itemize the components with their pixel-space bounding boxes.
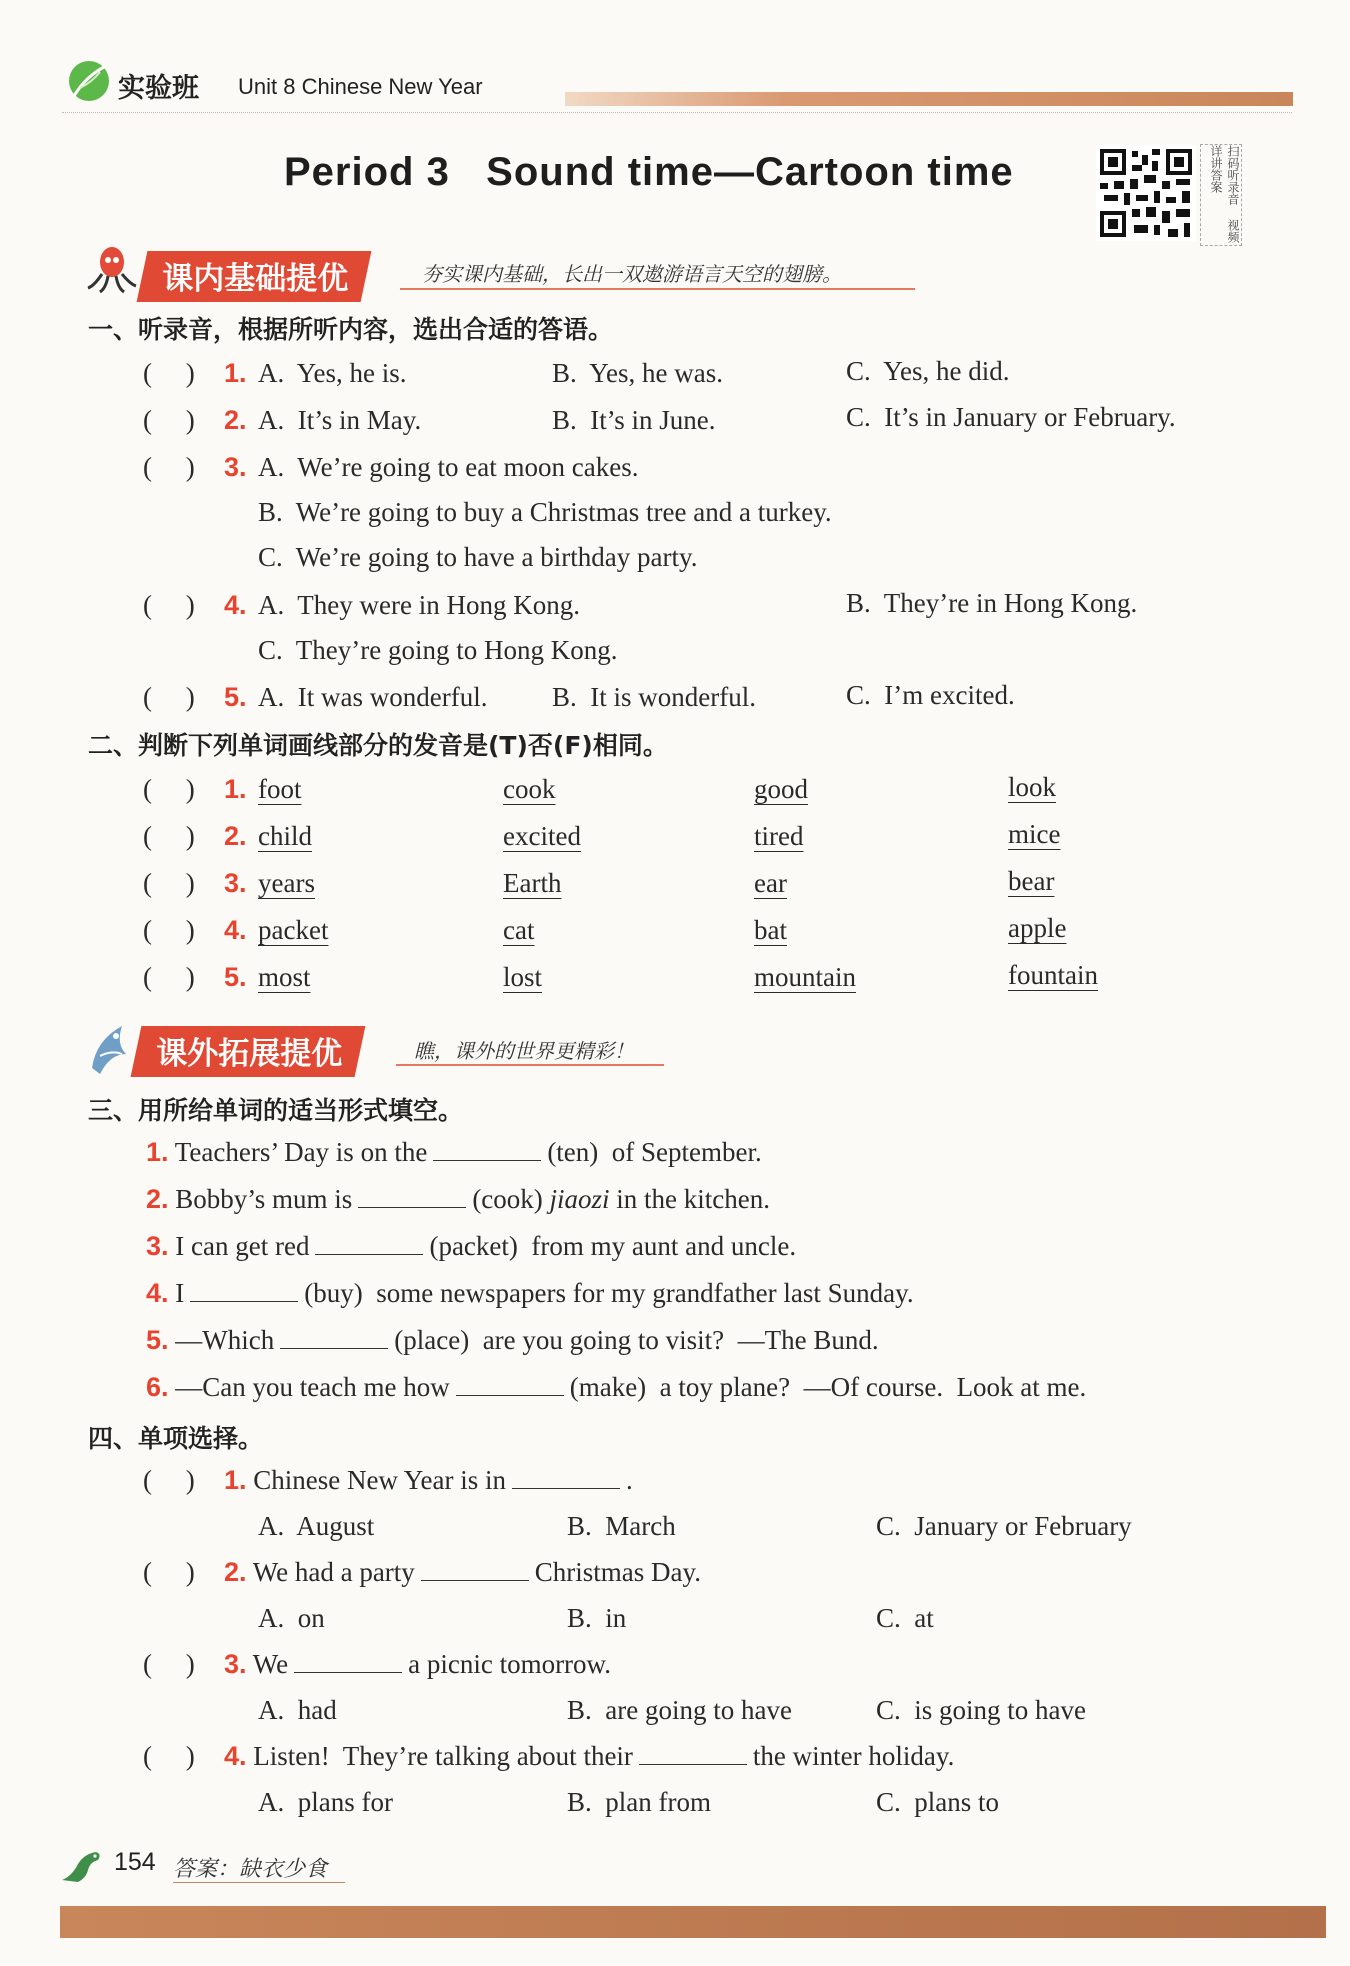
leaf-logo-icon [66, 58, 112, 104]
option-a: A. plans for [258, 1787, 393, 1817]
option-b: B. March [567, 1511, 676, 1541]
option-a: A. had [258, 1695, 337, 1725]
answer-bracket[interactable]: ( ) [143, 358, 195, 388]
word: good [754, 774, 808, 804]
answer-underline [173, 1882, 345, 1883]
option-c: C. January or February [876, 1511, 1132, 1541]
option-c: C. I’m excited. [846, 680, 1015, 710]
answer-blank[interactable] [433, 1138, 541, 1161]
option-b: B. They’re in Hong Kong. [846, 588, 1138, 618]
qr-caption: 扫码听录音 视频详讲答案 [1200, 144, 1242, 246]
answer-blank [294, 1650, 402, 1673]
word: excited [503, 821, 581, 851]
option-a: A. on [258, 1603, 325, 1633]
section-motto: 夯实课内基础，长出一双遨游语言天空的翅膀。 [422, 262, 842, 286]
answer-blank[interactable] [456, 1373, 564, 1396]
stem-start: We [252, 1649, 289, 1679]
word: years [258, 868, 315, 898]
header-stripe [565, 92, 1293, 106]
answer-blank[interactable] [358, 1185, 466, 1208]
sentence-start: Teachers’ Day is on the [174, 1137, 428, 1167]
question-number: 1. [224, 774, 247, 804]
fill-blank-item [146, 1278, 914, 1309]
answer-hint: 答案：缺衣少食 [173, 1857, 328, 1882]
question-number: 1. [224, 1465, 247, 1495]
dinosaur-mascot-icon [58, 1846, 106, 1886]
question-number: 5. [224, 962, 247, 992]
answer-blank [512, 1466, 620, 1489]
word: mountain [754, 962, 856, 992]
word: child [258, 821, 312, 851]
question-number: 3. [224, 868, 247, 898]
sentence-start: Bobby’s mum is [175, 1184, 353, 1214]
sentence-start: —Which [175, 1325, 275, 1355]
sentence-end: (ten) of September. [547, 1137, 762, 1167]
option-a: A. Yes, he is. [258, 358, 407, 388]
answer-blank[interactable] [190, 1279, 298, 1302]
stem-start: Chinese New Year is in [253, 1465, 507, 1495]
answer-blank [421, 1558, 529, 1581]
question-stem [224, 1465, 633, 1496]
answer-bracket[interactable]: ( ) [143, 774, 195, 804]
stem-start: We had a party [252, 1557, 415, 1587]
question-number: 4. [224, 1741, 247, 1771]
answer-bracket[interactable]: ( ) [143, 1649, 195, 1679]
stem-end: . [626, 1465, 633, 1495]
part1-heading: 一、听录音，根据所听内容，选出合适的答语。 [88, 315, 614, 344]
option-c: C. is going to have [876, 1695, 1086, 1725]
option-c: C. It’s in January or February. [846, 402, 1176, 432]
question-number: 5. [224, 682, 247, 712]
question-stem [224, 1557, 701, 1588]
fill-blank-item [146, 1137, 762, 1168]
header-divider [62, 112, 1292, 113]
question-number: 1. [146, 1137, 169, 1167]
option-a: A. They were in Hong Kong. [258, 590, 580, 620]
option-c: C. at [876, 1603, 934, 1633]
question-number: 2. [146, 1184, 169, 1214]
section-motto: 瞧，课外的世界更精彩！ [414, 1039, 634, 1063]
sentence-end: (make) a toy plane? —Of course. Look at me. [569, 1372, 1087, 1402]
option-b: B. Yes, he was. [552, 358, 724, 388]
word: tired [754, 821, 804, 851]
sentence-tail: in the kitchen. [609, 1184, 771, 1214]
word: fountain [1008, 960, 1098, 990]
answer-bracket[interactable]: ( ) [143, 868, 195, 898]
unit-label: Unit 8 Chinese New Year [238, 74, 483, 99]
answer-bracket[interactable]: ( ) [143, 405, 195, 435]
option-c: C. We’re going to have a birthday party. [258, 542, 698, 572]
answer-bracket[interactable]: ( ) [143, 452, 195, 482]
fill-blank-item [146, 1325, 879, 1356]
motto-underline [396, 1064, 664, 1066]
word: lost [503, 962, 543, 992]
option-b: B. in [567, 1603, 627, 1633]
word: Earth [503, 868, 562, 898]
option-c: C. Yes, he did. [846, 356, 1010, 386]
answer-bracket[interactable]: ( ) [143, 1741, 195, 1771]
motto-underline [400, 288, 915, 290]
question-number: 3. [224, 452, 247, 482]
word: cook [503, 774, 556, 804]
sentence-end: (place) are you going to visit? —The Bund. [394, 1325, 879, 1355]
sentence-start: —Can you teach me how [175, 1372, 450, 1402]
option-a: A. It was wonderful. [258, 682, 488, 712]
shark-mascot-icon [82, 1020, 134, 1076]
page-title: Period 3 Sound time—Cartoon time [284, 150, 1014, 194]
word: most [258, 962, 311, 992]
question-number: 6. [146, 1372, 169, 1402]
sentence-end: (packet) from my aunt and uncle. [429, 1231, 797, 1261]
word: ear [754, 868, 787, 898]
option-b: B. It’s in June. [552, 405, 716, 435]
answer-blank[interactable] [315, 1232, 423, 1255]
option-a: A. We’re going to eat moon cakes. [258, 452, 639, 482]
question-number: 4. [224, 590, 247, 620]
question-number: 2. [224, 821, 247, 851]
question-stem [224, 1649, 611, 1680]
stem-end: a picnic tomorrow. [408, 1649, 612, 1679]
option-c: C. plans to [876, 1787, 1000, 1817]
part2-heading: 二、判断下列单词画线部分的发音是(T)否(F)相同。 [88, 731, 668, 760]
sentence-end: (buy) some newspapers for my grandfather last Sunday. [304, 1278, 914, 1308]
fill-blank-item [146, 1372, 1086, 1403]
question-number: 4. [146, 1278, 169, 1308]
answer-bracket[interactable]: ( ) [143, 682, 195, 712]
section-banner-label: 课内基础提优 [137, 251, 372, 302]
question-number: 3. [224, 1649, 247, 1679]
answer-bracket[interactable]: ( ) [143, 1465, 195, 1495]
word: mice [1008, 819, 1061, 849]
qr-code-icon[interactable] [1096, 145, 1196, 241]
italic-word: jiaozi [549, 1184, 610, 1214]
fill-blank-item [146, 1231, 796, 1262]
answer-bracket[interactable]: ( ) [143, 590, 195, 620]
word: look [1008, 772, 1057, 802]
stem-end: the winter holiday. [752, 1741, 955, 1771]
sentence-start: I [175, 1278, 185, 1308]
answer-blank [639, 1742, 747, 1765]
answer-bracket[interactable]: ( ) [143, 821, 195, 851]
answer-bracket[interactable]: ( ) [143, 915, 195, 945]
option-a: A. August [258, 1511, 375, 1541]
part3-heading: 三、用所给单词的适当形式填空。 [88, 1096, 464, 1125]
answer-bracket[interactable]: ( ) [143, 1557, 195, 1587]
word: apple [1008, 913, 1067, 943]
fill-blank-item [146, 1184, 770, 1215]
page-number: 154 [114, 1848, 156, 1876]
question-number: 3. [146, 1231, 169, 1261]
word: bat [754, 915, 787, 945]
option-a: A. It’s in May. [258, 405, 422, 435]
question-number: 2. [224, 405, 247, 435]
part4-heading: 四、单项选择。 [88, 1424, 264, 1453]
stem-start: Listen! They’re talking about their [253, 1741, 633, 1771]
question-number: 5. [146, 1325, 169, 1355]
word: cat [503, 915, 535, 945]
question-number: 1. [224, 358, 247, 388]
option-b: B. We’re going to buy a Christmas tree and a turkey. [258, 497, 832, 527]
answer-blank[interactable] [280, 1326, 388, 1349]
question-stem [224, 1741, 954, 1772]
word: bear [1008, 866, 1055, 896]
option-c: C. They’re going to Hong Kong. [258, 635, 618, 665]
option-b: B. plan from [567, 1787, 711, 1817]
word: foot [258, 774, 302, 804]
sentence-end: (cook) [472, 1184, 543, 1214]
sentence-start: I can get red [175, 1231, 310, 1261]
squid-mascot-icon [82, 244, 138, 294]
option-b: B. It is wonderful. [552, 682, 756, 712]
question-number: 2. [224, 1557, 247, 1587]
question-number: 4. [224, 915, 247, 945]
option-b: B. are going to have [567, 1695, 792, 1725]
stem-end: Christmas Day. [534, 1557, 702, 1587]
footer-stripe [60, 1906, 1326, 1938]
answer-bracket[interactable]: ( ) [143, 962, 195, 992]
section-banner-label: 课外拓展提优 [131, 1026, 366, 1077]
brand-label: 实验班 [118, 73, 199, 104]
word: packet [258, 915, 329, 945]
